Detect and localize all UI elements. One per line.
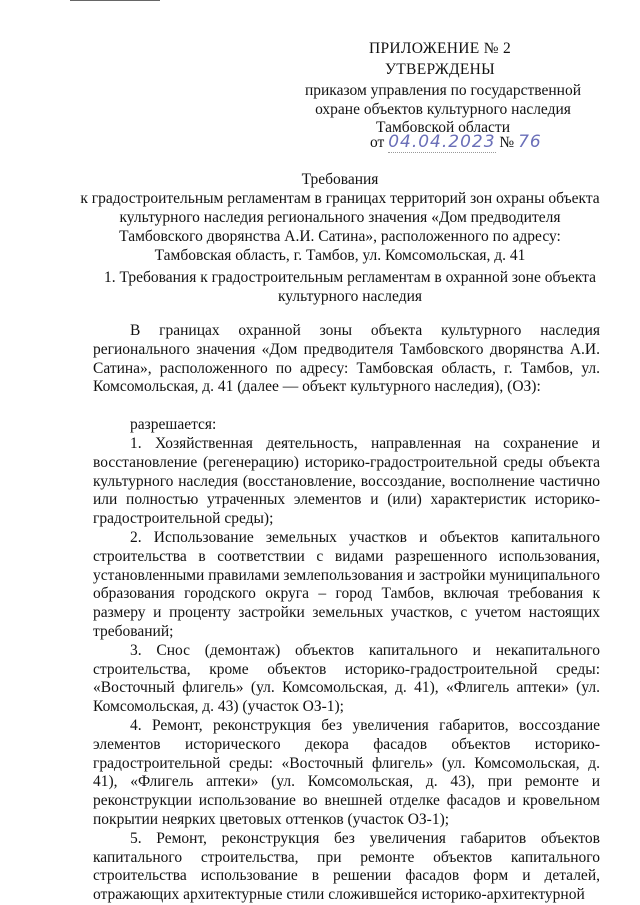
title-heading: Требования [301,171,379,188]
title-subtitle: к градостроительным регламентам в границах территорий зон охраны объекта культурного наследия регионального значения «Дом предводителя Тамбовского дворянства А.И. Сатина», расположенного по адресу: Тамбовская область, г. Тамбов, ул. Комсомольская, д. 41 [80,190,600,264]
handwritten-number: 76 [518,132,542,152]
list-item: 5. Ремонт, реконструкция без увеличения габаритов объектов капитального строительства, при ремонте объектов капитального строительства использование в решении фасадов форм и деталей, отражающих архитектурные стили сложившейся историко-архитектурной [93,829,600,904]
approved-label: УТВЕРЖДЕНЫ [385,61,495,78]
date-prefix: от [370,134,385,151]
order-text: приказом управления по государственной охране объектов культурного наследия Тамбовской области [304,82,582,136]
section-body [93,322,600,905]
allowed-label: разрешается: [130,416,217,434]
intro-paragraph: В границах охранной зоны объекта культурного наследия регионального значения «Дом предводителя Тамбовского дворянства А.И. Сатина», расположенного по адресу: Тамбовская область, г. Тамбов, ул. Комсомольская, д. 41 (далее — объект культурного наследия), (ОЗ): [93,322,600,396]
handwritten-date: 04.04.2023 [388,132,496,152]
appendix-number: ПРИЛОЖЕНИЕ № 2 [368,40,512,57]
appendix-header [280,38,600,138]
order-date-line [370,132,542,153]
list-item: 1. Хозяйственная деятельность, направленная на сохранение и восстановление (регенерацию) историко-градостроительной среды объекта культурного наследия (восстановление, воссоздание, восполнение частично или полностью утраченных элементов и (или) характеристик историко-градостроительной среды); [93,434,600,528]
section-heading: 1. Требования к градостроительным регламентам в охранной зоне объекта культурного наследия [103,269,597,305]
number-prefix: № [499,134,515,151]
scan-edge-line [70,0,160,1]
list-item: 3. Снос (демонтаж) объектов капитального и некапитального строительства, кроме объектов историко-градостроительной среды: «Восточный флигель» (ул. Комсомольская, д. 41), «Флигель аптеки» (ул. Комсомольская, д. 43) (участок ОЗ-1); [93,641,600,716]
list-item: 2. Использование земельных участков и объектов капитального строительства в соответствии с видами разрешенного использования, установленными правилами землепользования и застройки муниципального образования городского округа – город Тамбов, включая требования к размеру и проценту застройки земельных участков, с учетом настоящих требований; [93,528,600,640]
document-title [80,170,600,265]
list-item: 4. Ремонт, реконструкция без увеличения габаритов, воссоздание элементов исторического декора фасадов объектов историко-градостроительной среды: «Восточный флигель» (ул. Комсомольская, д. 41), «Флигель аптеки» (ул. Комсомольская, д. 43), при ремонте и реконструкции использование во внешней отделке фасадов и кровельном покрытии неярких цветовых оттенков (участок ОЗ-1); [93,716,600,828]
